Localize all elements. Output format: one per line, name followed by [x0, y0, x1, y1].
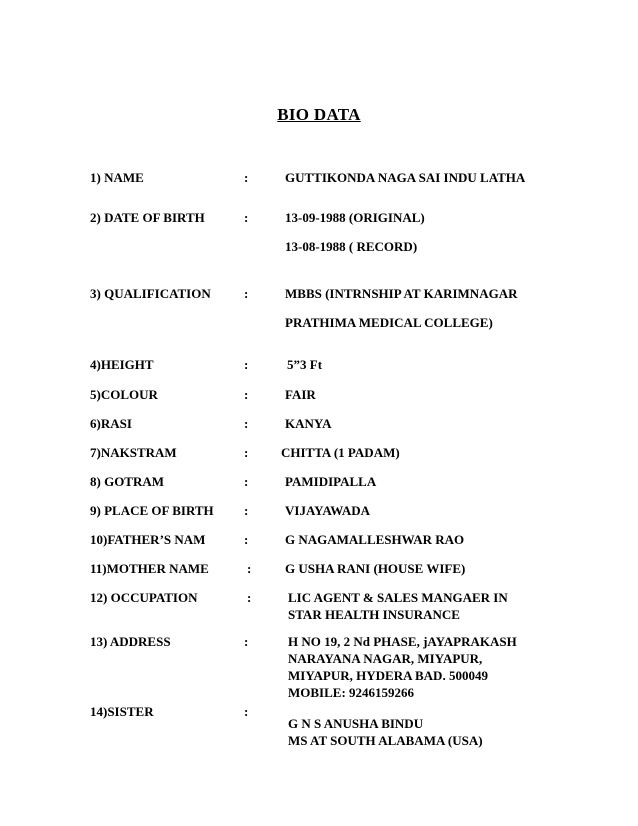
- row-value-father: G NAGAMALLESHWAR RAO: [285, 532, 465, 547]
- row-colon: :: [244, 634, 249, 649]
- row-value-rasi: KANYA: [285, 416, 332, 431]
- row-colon: :: [244, 474, 249, 489]
- row-colon: :: [244, 170, 249, 185]
- row-label-address: 13) ADDRESS: [90, 634, 171, 649]
- row-value-address-1: H NO 19, 2 Nd PHASE, jAYAPRAKASH: [288, 634, 517, 649]
- row-label-name: 1) NAME: [90, 170, 144, 185]
- row-colon: :: [247, 590, 252, 605]
- row-value-name: GUTTIKONDA NAGA SAI INDU LATHA: [285, 170, 526, 185]
- row-label-place-of-birth: 9) PLACE OF BIRTH: [90, 503, 214, 518]
- row-value-occupation-1: LIC AGENT & SALES MANGAER IN: [288, 590, 508, 605]
- row-label-colour: 5)COLOUR: [90, 387, 158, 402]
- row-value-sister-2: MS AT SOUTH ALABAMA (USA): [288, 733, 483, 748]
- row-value-sister-1: G N S ANUSHA BINDU: [288, 716, 424, 731]
- row-value-colour: FAIR: [285, 387, 316, 402]
- row-colon: :: [244, 704, 249, 719]
- page-title: BIO DATA: [277, 105, 361, 124]
- row-colon: :: [247, 561, 252, 576]
- row-value-height: 5”3 Ft: [287, 357, 323, 372]
- row-colon: :: [244, 503, 249, 518]
- row-label-gotram: 8) GOTRAM: [90, 474, 165, 489]
- row-value-nakstram: CHITTA (1 PADAM): [281, 445, 400, 460]
- row-value-mother: G USHA RANI (HOUSE WIFE): [285, 561, 466, 576]
- row-value-place-of-birth: VIJAYAWADA: [285, 503, 371, 518]
- row-value-qualification-1: MBBS (INTRNSHIP AT KARIMNAGAR: [285, 286, 518, 301]
- row-colon: :: [244, 286, 249, 301]
- row-label-nakstram: 7)NAKSTRAM: [90, 445, 177, 460]
- row-label-dob: 2) DATE OF BIRTH: [90, 210, 205, 225]
- row-label-height: 4)HEIGHT: [90, 357, 154, 372]
- row-label-occupation: 12) OCCUPATION: [90, 590, 198, 605]
- row-value-gotram: PAMIDIPALLA: [285, 474, 377, 489]
- row-value-qualification-2: PRATHIMA MEDICAL COLLEGE): [285, 315, 493, 330]
- row-value-dob-record: 13-08-1988 ( RECORD): [285, 239, 418, 254]
- row-colon: :: [244, 210, 249, 225]
- row-colon: :: [244, 416, 249, 431]
- row-label-rasi: 6)RASI: [90, 416, 132, 431]
- row-colon: :: [244, 532, 249, 547]
- row-value-occupation-2: STAR HEALTH INSURANCE: [288, 607, 460, 622]
- row-value-address-mobile: MOBILE: 9246159266: [288, 685, 415, 700]
- row-value-address-3: MIYAPUR, HYDERA BAD. 500049: [288, 668, 488, 683]
- row-label-qualification: 3) QUALIFICATION: [90, 286, 211, 301]
- row-colon: :: [244, 357, 249, 372]
- row-colon: :: [244, 387, 249, 402]
- row-colon: :: [244, 445, 249, 460]
- row-label-sister: 14)SISTER: [90, 704, 154, 719]
- row-value-address-2: NARAYANA NAGAR, MIYAPUR,: [288, 651, 483, 666]
- row-value-dob-original: 13-09-1988 (ORIGINAL): [285, 210, 425, 225]
- row-label-mother: 11)MOTHER NAME: [90, 561, 209, 576]
- row-label-father: 10)FATHER’S NAM: [90, 532, 206, 547]
